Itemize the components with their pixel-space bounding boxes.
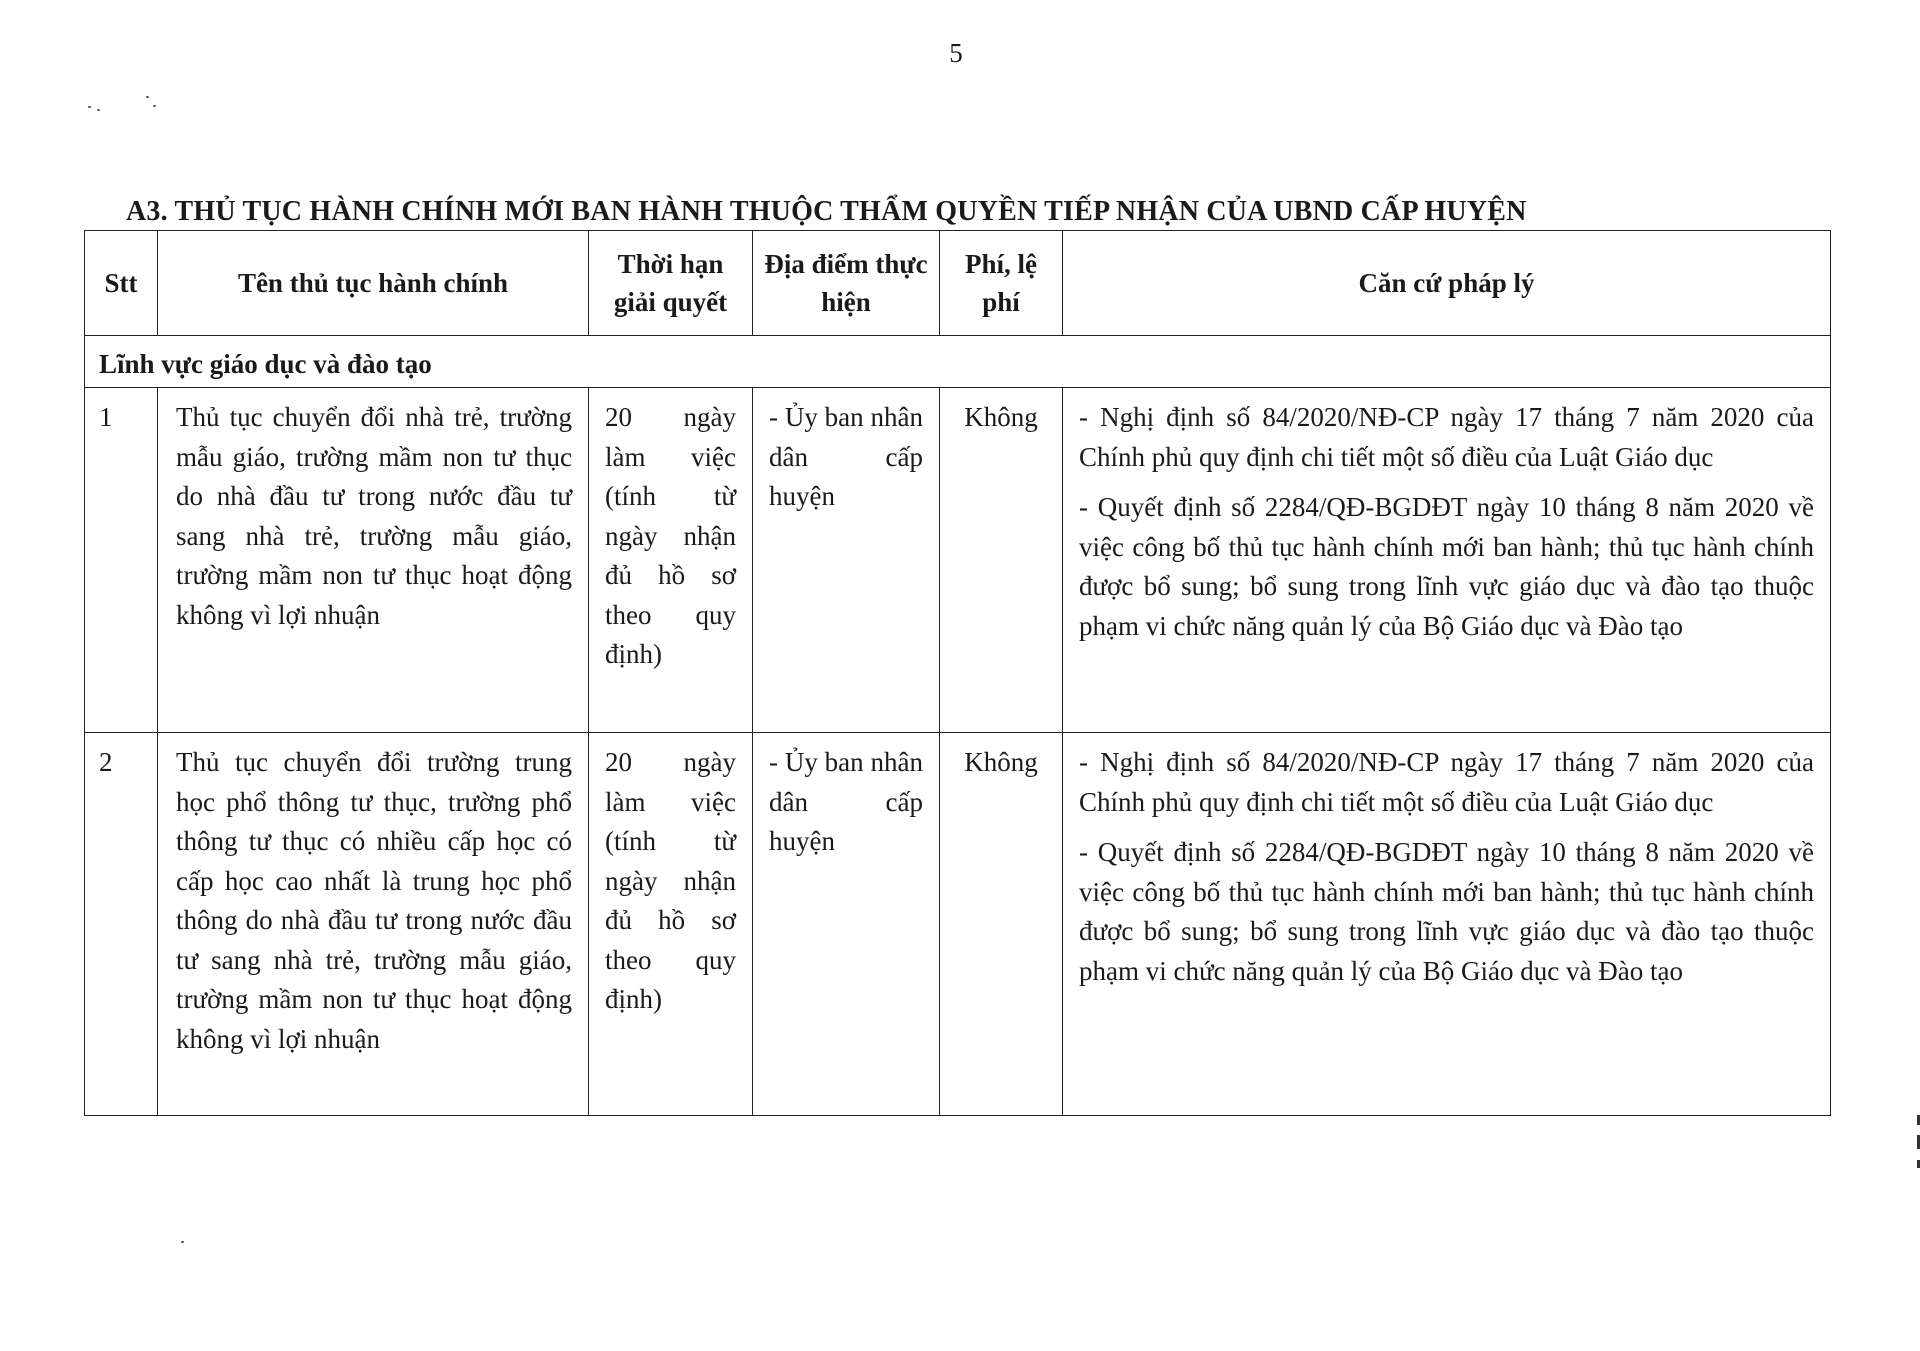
row-deadline: 20 ngày làm việc (tính từ ngày nhận đủ hồ sơ theo quy định) — [589, 388, 753, 733]
table-header-row — [85, 231, 1831, 336]
field-label: Lĩnh vực giáo dục và đào tạo — [85, 336, 1831, 388]
scan-speck — [97, 109, 100, 111]
scan-speck — [181, 1241, 184, 1243]
header-fee: Phí, lệ phí — [940, 231, 1063, 336]
field-row — [85, 336, 1831, 388]
table-row — [85, 388, 1831, 733]
header-stt: Stt — [85, 231, 158, 336]
legal-item: - Quyết định số 2284/QĐ-BGDĐT ngày 10 tháng 8 năm 2020 về việc công bố thủ tục hành chính mới ban hành; thủ tục hành chính được bổ sung; bổ sung trong lĩnh vực giáo dục và đào tạo thuộc phạm vi chức năng quản lý của Bộ Giáo dục và Đào tạo — [1079, 837, 1814, 986]
row-fee: Không — [940, 388, 1063, 733]
header-deadline: Thời hạn giải quyết — [589, 231, 753, 336]
row-stt: 2 — [85, 733, 158, 1116]
table-row — [85, 733, 1831, 1116]
row-legal-basis — [1063, 733, 1831, 1116]
row-place: - Ủy ban nhân dân cấp huyện — [753, 388, 940, 733]
header-procedure-name: Tên thủ tục hành chính — [158, 231, 589, 336]
row-deadline: 20 ngày làm việc (tính từ ngày nhận đủ hồ sơ theo quy định) — [589, 733, 753, 1116]
row-fee: Không — [940, 733, 1063, 1116]
row-place: - Ủy ban nhân dân cấp huyện — [753, 733, 940, 1116]
scan-speck — [153, 105, 156, 107]
scan-speck — [146, 96, 149, 98]
row-legal-basis — [1063, 388, 1831, 733]
section-title: A3. THỦ TỤC HÀNH CHÍNH MỚI BAN HÀNH THUỘC THẨM QUYỀN TIẾP NHẬN CỦA UBND CẤP HUYỆN — [126, 196, 1527, 227]
header-place: Địa điểm thực hiện — [753, 231, 940, 336]
header-legal-basis: Căn cứ pháp lý — [1063, 231, 1831, 336]
legal-item: - Nghị định số 84/2020/NĐ-CP ngày 17 tháng 7 năm 2020 của Chính phủ quy định chi tiết một số điều của Luật Giáo dục — [1079, 402, 1814, 472]
scan-speck — [88, 106, 91, 108]
row-procedure-name: Thủ tục chuyển đổi trường trung học phổ thông tư thục, trường phổ thông tư thục có nhiều cấp học có cấp học cao nhất là trung học phổ thông do nhà đầu tư trong nước đầu tư sang nhà trẻ, trường mẫu giáo, trường mầm non tư thục hoạt động không vì lợi nhuận — [158, 733, 589, 1116]
page-number: 5 — [949, 38, 963, 68]
legal-item: - Nghị định số 84/2020/NĐ-CP ngày 17 tháng 7 năm 2020 của Chính phủ quy định chi tiết một số điều của Luật Giáo dục — [1079, 747, 1814, 817]
procedures-table — [84, 230, 1831, 1116]
row-stt: 1 — [85, 388, 158, 733]
legal-item: - Quyết định số 2284/QĐ-BGDĐT ngày 10 tháng 8 năm 2020 về việc công bố thủ tục hành chính mới ban hành; thủ tục hành chính được bổ sung; bổ sung trong lĩnh vực giáo dục và đào tạo thuộc phạm vi chức năng quản lý của Bộ Giáo dục và Đào tạo — [1079, 492, 1814, 641]
row-procedure-name: Thủ tục chuyển đổi nhà trẻ, trường mẫu giáo, trường mầm non tư thục do nhà đầu tư trong nước đầu tư sang nhà trẻ, trường mẫu giáo, trường mầm non tư thục hoạt động không vì lợi nhuận — [158, 388, 589, 733]
